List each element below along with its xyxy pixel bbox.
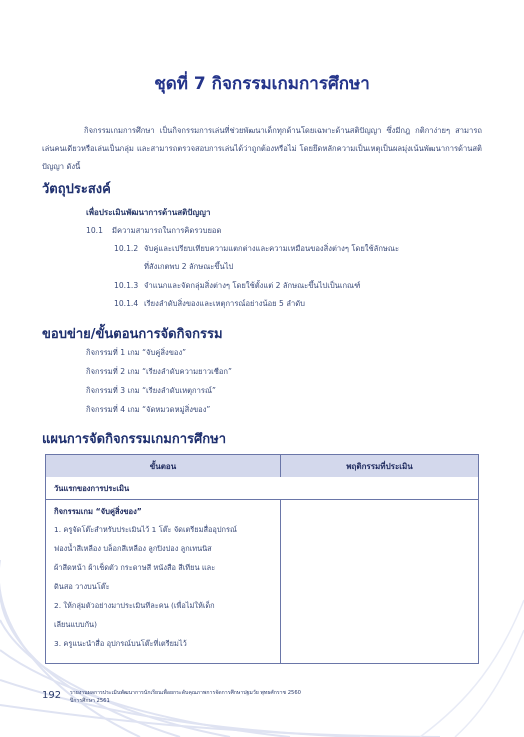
scope-item: กิจกรรมที่ 2 เกม “เรียงลำดับความยาวเชือก” (86, 367, 232, 376)
objective-item (86, 225, 221, 237)
scope-item: กิจกรรมที่ 1 เกม “จับคู่สิ่งของ” (86, 348, 187, 357)
objectives-subheading: เพื่อประเมินพัฒนาการด้านสติปัญญา (86, 208, 211, 217)
scope-item: กิจกรรมที่ 4 เกม “จัดหมวดหมู่สิ่งของ” (86, 405, 211, 414)
objective-number: 10.1.4 (114, 299, 139, 308)
activity-step-line: 2. ให้กลุ่มตัวอย่างมาประเมินทีละคน (เพื่อไม่ให้เด็ก (54, 601, 215, 610)
day-label: วันแรกของการประเมิน (54, 484, 130, 493)
page-number: 192 (42, 690, 62, 701)
column-header-behavior: พฤติกรรมที่ประเมิน (346, 462, 413, 471)
footer-line: รายงานผลการประเมินพัฒนาการนักเรียนเพื่อยกระดับคุณภาพการจัดการศึกษาปฐมวัย พุทธศักราช 2560 (70, 690, 301, 696)
objective-item (114, 298, 305, 310)
activity-step-line: ผ้าสีดหน้า ผ้าเช็ดตัว กระดาษสี หนังสือ สีเทียน และ (54, 563, 216, 572)
objectives-heading: วัตถุประสงค์ (42, 182, 111, 197)
objective-text: จับคู่และเปรียบเทียบความแตกต่างและความเหมือนของสิ่งต่างๆ โดยใช้ลักษณะ (144, 244, 400, 253)
objective-item (114, 280, 360, 292)
activity-title: กิจกรรมเกม “จับคู่สิ่งของ” (54, 507, 142, 516)
plan-heading: แผนการจัดกิจกรรมเกมการศึกษา (42, 432, 227, 447)
activity-plan-table (45, 454, 479, 664)
page-title: ชุดที่ 7 กิจกรรมเกมการศึกษา (154, 74, 370, 94)
activity-step-line: 1. ครูจัดโต๊ะสำหรับประเมินไว้ 1 โต๊ะ จัดเตรียมสื่ออุปกรณ์ (54, 525, 237, 534)
objective-number: 10.1 (86, 226, 103, 235)
activity-step-line: 3. ครูแนะนำสื่อ อุปกรณ์บนโต๊ะที่เตรียมไว้ (54, 639, 187, 648)
footer-line: ปีการศึกษา 2561 (70, 698, 110, 704)
objective-text: ที่สังเกตพบ 2 ลักษณะขึ้นไป (144, 262, 234, 271)
column-header-steps: ขั้นตอน (149, 462, 177, 471)
footer-caption (70, 689, 301, 705)
activity-step-line: ฟองน้ำสีเหลือง บล็อกสีเหลือง ลูกปิงปอง ลูกเทนนิส (54, 544, 212, 553)
intro-paragraph: กิจกรรมเกมการศึกษา เป็นกิจกรรมการเล่นที่ช่วยพัฒนาเด็กทุกด้านโดยเฉพาะด้านสติปัญญา ซึ่งมีกฎ กติกาง่ายๆ สามารถเล่นคนเดียวหรือเล่นเป็นกลุ่ม และสามารถตรวจสอบการเล่นได้ว่าถูกต้องหรือไม่ โดยยึดหลักความเป็นเหตุเป็นผลมุ่งเน้นพัฒนาการด้านสติปัญญา ดังนี้ (42, 126, 482, 171)
scope-item: กิจกรรมที่ 3 เกม “เรียงลำดับเหตุการณ์” (86, 386, 216, 395)
table-header-row (46, 455, 478, 478)
activity-step-line: ดินสอ วางบนโต๊ะ (54, 582, 110, 591)
objective-item (114, 243, 399, 255)
objective-text: มีความสามารถในการคิดรวบยอด (112, 226, 222, 235)
scope-heading: ขอบข่าย/ขั้นตอนการจัดกิจกรรม (42, 327, 223, 342)
activity-step-line: เลียนแบบกัน) (54, 620, 97, 629)
objective-number: 10.1.3 (114, 281, 139, 290)
objective-number: 10.1.2 (114, 244, 139, 253)
objective-text: เรียงลำดับสิ่งของและเหตุการณ์อย่างน้อย 5 ลำดับ (144, 299, 305, 308)
objective-item-continued (144, 261, 233, 273)
objective-text: จำแนกและจัดกลุ่มสิ่งต่างๆ โดยใช้ตั้งแต่ 2 ลักษณะขึ้นไปเป็นเกณฑ์ (144, 281, 361, 290)
table-row-day (46, 477, 478, 500)
